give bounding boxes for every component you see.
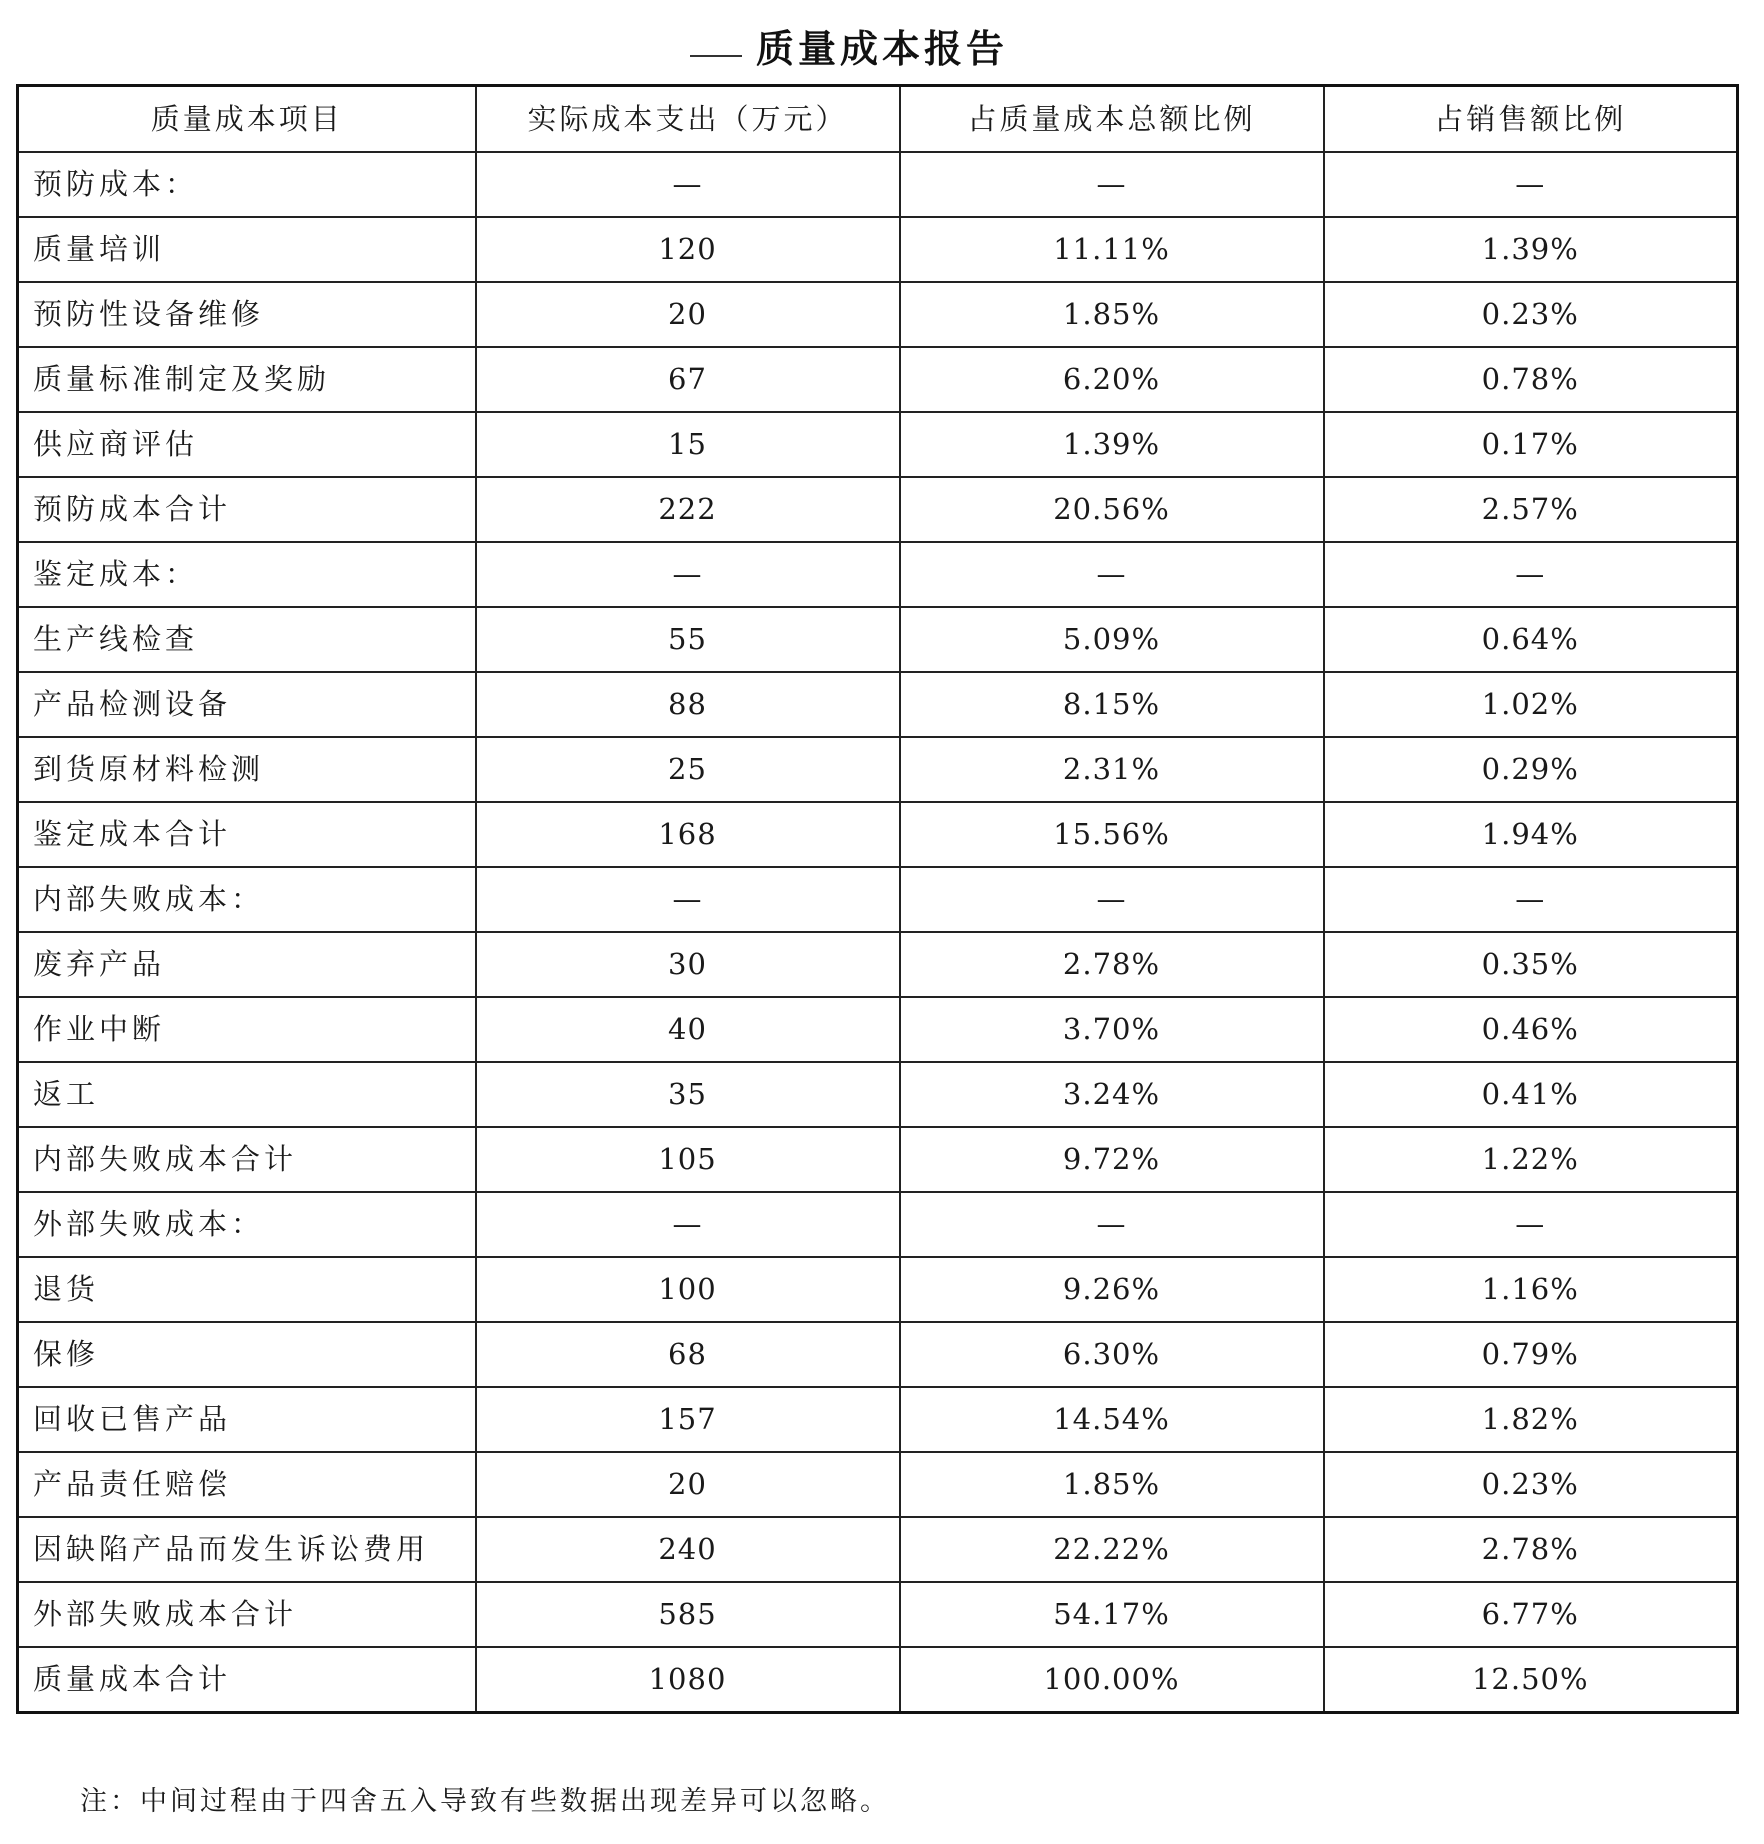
cell-item: 产品责任赔偿 bbox=[18, 1452, 476, 1517]
cell-pct-quality-total: 15.56% bbox=[900, 802, 1324, 867]
cell-pct-quality-total: — bbox=[900, 152, 1324, 217]
title-underline bbox=[690, 55, 742, 57]
cell-actual-cost: 15 bbox=[476, 412, 900, 477]
cell-pct-quality-total: 5.09% bbox=[900, 607, 1324, 672]
cell-item: 外部失败成本： bbox=[18, 1192, 476, 1257]
cell-actual-cost: 67 bbox=[476, 347, 900, 412]
cell-pct-quality-total: 2.31% bbox=[900, 737, 1324, 802]
header-actual-cost: 实际成本支出（万元） bbox=[476, 86, 900, 153]
cell-actual-cost: 105 bbox=[476, 1127, 900, 1192]
cell-item: 作业中断 bbox=[18, 997, 476, 1062]
quality-cost-table bbox=[16, 84, 1739, 1714]
cell-pct-quality-total: 2.78% bbox=[900, 932, 1324, 997]
table-row bbox=[18, 1192, 1738, 1257]
cell-pct-sales: — bbox=[1324, 542, 1738, 607]
cell-pct-sales: 0.79% bbox=[1324, 1322, 1738, 1387]
cell-item: 质量标准制定及奖励 bbox=[18, 347, 476, 412]
cell-pct-sales: 2.57% bbox=[1324, 477, 1738, 542]
cell-item: 回收已售产品 bbox=[18, 1387, 476, 1452]
cell-actual-cost: 120 bbox=[476, 217, 900, 282]
cell-pct-quality-total: 14.54% bbox=[900, 1387, 1324, 1452]
cell-item: 到货原材料检测 bbox=[18, 737, 476, 802]
cell-item: 生产线检查 bbox=[18, 607, 476, 672]
cell-pct-quality-total: 1.39% bbox=[900, 412, 1324, 477]
cell-item: 预防性设备维修 bbox=[18, 282, 476, 347]
cell-pct-quality-total: 100.00% bbox=[900, 1647, 1324, 1713]
cell-pct-sales: 0.23% bbox=[1324, 1452, 1738, 1517]
cell-pct-quality-total: — bbox=[900, 867, 1324, 932]
table-row bbox=[18, 1387, 1738, 1452]
table-row bbox=[18, 347, 1738, 412]
table-row bbox=[18, 152, 1738, 217]
table-row bbox=[18, 802, 1738, 867]
cell-item: 质量培训 bbox=[18, 217, 476, 282]
footnote: 注：中间过程由于四舍五入导致有些数据出现差异可以忽略。 bbox=[80, 1786, 890, 1817]
cell-item: 鉴定成本： bbox=[18, 542, 476, 607]
cell-item: 退货 bbox=[18, 1257, 476, 1322]
header-pct-sales: 占销售额比例 bbox=[1324, 86, 1738, 153]
cell-actual-cost: 35 bbox=[476, 1062, 900, 1127]
cell-pct-quality-total: 1.85% bbox=[900, 282, 1324, 347]
cell-item: 供应商评估 bbox=[18, 412, 476, 477]
table-row bbox=[18, 1517, 1738, 1582]
cell-item: 内部失败成本： bbox=[18, 867, 476, 932]
cell-pct-sales: — bbox=[1324, 867, 1738, 932]
cell-actual-cost: 68 bbox=[476, 1322, 900, 1387]
table-row bbox=[18, 412, 1738, 477]
cell-actual-cost: — bbox=[476, 152, 900, 217]
cell-pct-sales: 1.02% bbox=[1324, 672, 1738, 737]
cell-pct-sales: 0.23% bbox=[1324, 282, 1738, 347]
cell-pct-quality-total: 6.20% bbox=[900, 347, 1324, 412]
cell-item: 产品检测设备 bbox=[18, 672, 476, 737]
table-row bbox=[18, 477, 1738, 542]
cell-pct-sales: 2.78% bbox=[1324, 1517, 1738, 1582]
table-row bbox=[18, 1452, 1738, 1517]
cell-actual-cost: 1080 bbox=[476, 1647, 900, 1713]
cell-pct-sales: 0.29% bbox=[1324, 737, 1738, 802]
cell-item: 因缺陷产品而发生诉讼费用 bbox=[18, 1517, 476, 1582]
cell-pct-sales: 0.17% bbox=[1324, 412, 1738, 477]
cell-pct-quality-total: — bbox=[900, 542, 1324, 607]
cell-pct-sales: — bbox=[1324, 152, 1738, 217]
cell-pct-sales: 1.39% bbox=[1324, 217, 1738, 282]
cell-pct-sales: 1.16% bbox=[1324, 1257, 1738, 1322]
cell-pct-quality-total: 9.26% bbox=[900, 1257, 1324, 1322]
cell-pct-quality-total: 22.22% bbox=[900, 1517, 1324, 1582]
cell-pct-sales: 0.41% bbox=[1324, 1062, 1738, 1127]
table-header-row bbox=[18, 86, 1738, 153]
cell-actual-cost: 40 bbox=[476, 997, 900, 1062]
cell-pct-quality-total: 6.30% bbox=[900, 1322, 1324, 1387]
cell-item: 内部失败成本合计 bbox=[18, 1127, 476, 1192]
table-row bbox=[18, 542, 1738, 607]
table-row bbox=[18, 672, 1738, 737]
cell-actual-cost: 25 bbox=[476, 737, 900, 802]
table-row bbox=[18, 867, 1738, 932]
cell-pct-quality-total: 9.72% bbox=[900, 1127, 1324, 1192]
cell-item: 预防成本合计 bbox=[18, 477, 476, 542]
cell-pct-sales: 0.35% bbox=[1324, 932, 1738, 997]
cell-actual-cost: 88 bbox=[476, 672, 900, 737]
cell-pct-sales: 1.22% bbox=[1324, 1127, 1738, 1192]
quality-cost-table-container bbox=[16, 84, 1736, 1714]
cell-item: 鉴定成本合计 bbox=[18, 802, 476, 867]
cell-actual-cost: 585 bbox=[476, 1582, 900, 1647]
table-row bbox=[18, 1257, 1738, 1322]
cell-actual-cost: 100 bbox=[476, 1257, 900, 1322]
cell-pct-sales: 1.82% bbox=[1324, 1387, 1738, 1452]
cell-item: 返工 bbox=[18, 1062, 476, 1127]
table-row bbox=[18, 282, 1738, 347]
cell-actual-cost: 157 bbox=[476, 1387, 900, 1452]
cell-pct-quality-total: 3.24% bbox=[900, 1062, 1324, 1127]
cell-actual-cost: — bbox=[476, 542, 900, 607]
cell-actual-cost: — bbox=[476, 1192, 900, 1257]
cell-item: 质量成本合计 bbox=[18, 1647, 476, 1713]
cell-actual-cost: 20 bbox=[476, 282, 900, 347]
table-row bbox=[18, 1647, 1738, 1713]
cell-pct-sales: 0.64% bbox=[1324, 607, 1738, 672]
cell-pct-quality-total: 11.11% bbox=[900, 217, 1324, 282]
cell-actual-cost: 240 bbox=[476, 1517, 900, 1582]
table-row bbox=[18, 1582, 1738, 1647]
cell-actual-cost: 222 bbox=[476, 477, 900, 542]
table-row bbox=[18, 217, 1738, 282]
table-row bbox=[18, 737, 1738, 802]
cell-pct-quality-total: 3.70% bbox=[900, 997, 1324, 1062]
cell-actual-cost: 55 bbox=[476, 607, 900, 672]
cell-pct-sales: — bbox=[1324, 1192, 1738, 1257]
cell-actual-cost: 20 bbox=[476, 1452, 900, 1517]
table-row bbox=[18, 1062, 1738, 1127]
cell-item: 保修 bbox=[18, 1322, 476, 1387]
cell-actual-cost: 30 bbox=[476, 932, 900, 997]
table-row bbox=[18, 607, 1738, 672]
cell-pct-quality-total: 1.85% bbox=[900, 1452, 1324, 1517]
header-item: 质量成本项目 bbox=[18, 86, 476, 153]
table-row bbox=[18, 932, 1738, 997]
cell-pct-quality-total: 20.56% bbox=[900, 477, 1324, 542]
cell-item: 废弃产品 bbox=[18, 932, 476, 997]
header-pct-quality-total: 占质量成本总额比例 bbox=[900, 86, 1324, 153]
cell-pct-sales: 0.46% bbox=[1324, 997, 1738, 1062]
cell-actual-cost: 168 bbox=[476, 802, 900, 867]
cell-pct-quality-total: 8.15% bbox=[900, 672, 1324, 737]
cell-actual-cost: — bbox=[476, 867, 900, 932]
cell-pct-sales: 6.77% bbox=[1324, 1582, 1738, 1647]
table-row bbox=[18, 1322, 1738, 1387]
cell-pct-sales: 1.94% bbox=[1324, 802, 1738, 867]
cell-item: 外部失败成本合计 bbox=[18, 1582, 476, 1647]
cell-pct-quality-total: — bbox=[900, 1192, 1324, 1257]
table-body bbox=[18, 152, 1738, 1713]
table-row bbox=[18, 1127, 1738, 1192]
table-row bbox=[18, 997, 1738, 1062]
cell-item: 预防成本： bbox=[18, 152, 476, 217]
cell-pct-quality-total: 54.17% bbox=[900, 1582, 1324, 1647]
cell-pct-sales: 0.78% bbox=[1324, 347, 1738, 412]
cell-pct-sales: 12.50% bbox=[1324, 1647, 1738, 1713]
report-title: 质量成本报告 bbox=[755, 27, 1008, 71]
